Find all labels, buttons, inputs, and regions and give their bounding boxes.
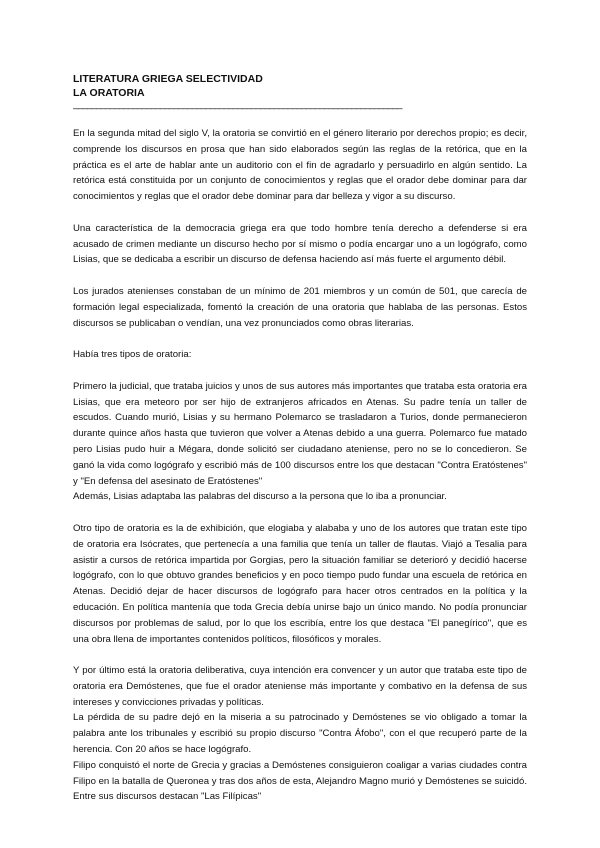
document-title-line-1: LITERATURA GRIEGA SELECTIVIDAD	[73, 73, 263, 85]
paragraph-demostenes-padre: La pérdida de su padre dejó en la miseria a su patrocinado y Demóstenes se vio obligado a tomar la palabra ante los tribunales y escribió su propio discurso "Contra Áfobo", con el que recuperó parte de la herencia. Con 20 años se hace logógrafo.	[73, 712, 527, 756]
paragraph-judicial: Primero la judicial, que trataba juicios y unos de sus autores más importantes que trataba esta oratoria era Lisias, que era meteoro por ser hijo de extranjeros africados en Atenas. Su padre tenía un taller de escudos. Cuando murió, Lisias y su hermano Polemarco se trasladaron a Turios, donde permanecieron durante quince años hasta que tuvieron que volver a Atenas debido a una guerra. Polemarco fue matado pero Lisias pudo huir a Mégara, donde solicitó ser ciudadano ateniense, pero no se lo concedieron. Se ganó la vida como logógrafo y escribió más de 100 discursos entre los que destacan "Contra Eratóstenes" y "En defensa del asesinato de Eratóstenes"	[73, 380, 527, 487]
paragraph-deliberativa: Y por último está la oratoria deliberativa, cuya intención era convencer y un autor que trataba este tipo de oratoria era Demóstenes, que fue el orador ateniense más importante y combativo en la defensa de sus intereses y convicciones privadas y políticas.	[73, 665, 527, 708]
paragraph-jurados: Los jurados atenienses constaban de un mínimo de 201 miembros y un común de 501, que carecía de formación legal especializada, fomentó la creación de una oratoria que hablaba de las personas. Estos discursos se publicaban o vendían, una vez pronunciados como obras literarias.	[73, 285, 527, 329]
spacer	[73, 205, 527, 221]
paragraph-exhibicion: Otro tipo de oratoria es la de exhibición, que elogiaba y alababa y uno de los autores que tratan este tipo de oratoria era Isócrates, que pertenecía a una familia que tenía un taller de flautas. Viajó a Tesalia para asistir a cursos de retórica impartida por Gorgias, pero la situación familiar se deterioró y decidió hacerse logógrafo, con lo que obtuvo grandes beneficios y en poco tiempo pudo fundar una escuela de retórica en Atenas. Decidió dejar de hacer discursos de logógrafo para hacer otros centrados en la política y la educación. En política mantenía que toda Grecia debía unirse bajo un único mando. No podía pronunciar discursos por problemas de salud, por lo que los escribía, entre los que destaca "El panegírico", que es una obra llena de importantes contenidos políticos, filosóficos y morales.	[73, 522, 527, 645]
spacer	[73, 110, 527, 126]
spacer	[73, 505, 527, 521]
document-page	[73, 72, 527, 805]
paragraph-intro: En la segunda mitad del siglo V, la oratoria se convirtió en el género literario por derechos propio; es decir, comprende los discursos en prosa que han sido elaborados según las reglas de la retórica, que en la práctica es el arte de hablar ante un auditorio con el fin de agradarlo y persuadirlo en algún sentido. La retórica está constituida por un conjunto de conocimientos y reglas que el orador debe dominar para dar conocimientos y reglas que el orador debe dominar para dar belleza y vigor a su discurso.	[73, 128, 527, 203]
spacer	[73, 363, 527, 379]
paragraph-lisias-adapta: Además, Lisias adaptaba las palabras del discurso a la persona que lo iba a pronunciar.	[73, 491, 447, 503]
paragraph-tipos: Había tres tipos de oratoria:	[73, 349, 192, 361]
paragraph-filipo: Filipo conquistó el norte de Grecia y gracias a Demóstenes consiguieron coaligar a varias ciudades contra Filipo en la batalla de Queronea y tras dos años de esta, Alejandro Magno murió y Demóstenes se suicidó. Entre sus discursos destacan "Las Filípicas"	[73, 759, 527, 803]
title-underline-rule: ________________________________________________________________________	[73, 100, 402, 110]
paragraph-democracia: Una característica de la democracia griega era que todo hombre tenía derecho a defenderse si era acusado de crimen mediante un discurso hecho por sí mismo o podía encargar uno a un logógrafo, como Lisias, que se dedicaba a escribir un discurso de defensa haciendo así más fuerte el argumento débil.	[73, 222, 527, 266]
document-title-line-2: LA ORATORIA	[73, 87, 145, 99]
spacer	[73, 268, 527, 284]
spacer	[73, 647, 527, 663]
spacer	[73, 331, 527, 347]
